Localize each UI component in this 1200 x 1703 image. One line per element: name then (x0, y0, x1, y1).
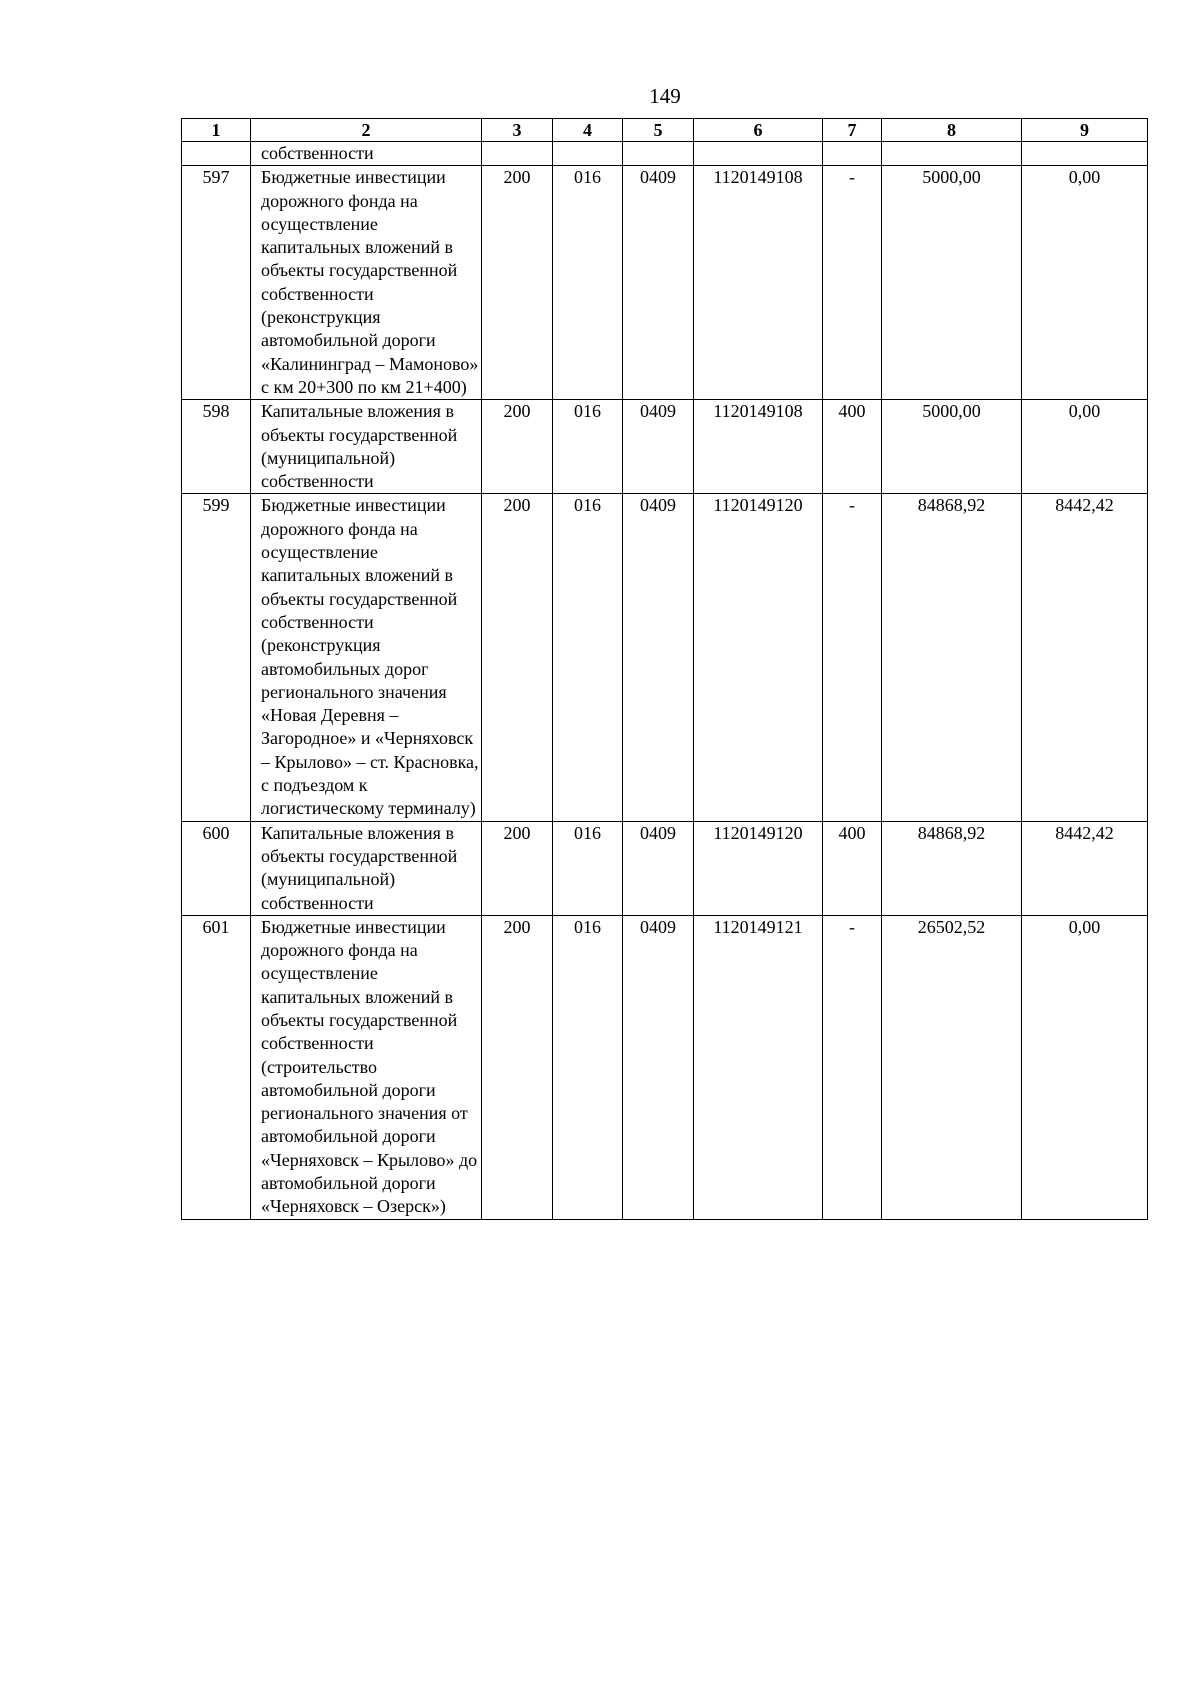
cell-col6: 1120149120 (694, 494, 823, 821)
cell-col8: 84868,92 (882, 494, 1022, 821)
cell-col5: 0409 (623, 166, 694, 400)
table-row (182, 821, 1148, 915)
cell-col6: 1120149108 (694, 400, 823, 494)
table-row (182, 400, 1148, 494)
cell-col3: 200 (482, 166, 553, 400)
column-header: 5 (623, 119, 694, 142)
cell-col3: 200 (482, 915, 553, 1219)
column-header: 8 (882, 119, 1022, 142)
cell-col8: 84868,92 (882, 821, 1022, 915)
row-name: Капитальные вложения в объекты государственной (муниципальной) собственности (251, 400, 482, 494)
cell-col6: 1120149108 (694, 166, 823, 400)
cell-col5: 0409 (623, 821, 694, 915)
cell-col7: - (823, 166, 882, 400)
cell-col3: 200 (482, 821, 553, 915)
cell-col5: 0409 (623, 400, 694, 494)
table-row (182, 915, 1148, 1219)
cell-col4: 016 (553, 821, 623, 915)
cell-col6: 1120149121 (694, 915, 823, 1219)
cell-col4: 016 (553, 400, 623, 494)
cell-col6: 1120149120 (694, 821, 823, 915)
cell-col5: 0409 (623, 915, 694, 1219)
column-header: 2 (251, 119, 482, 142)
cell-col4: 016 (553, 494, 623, 821)
cell-col4: 016 (553, 166, 623, 400)
cell-col8: 5000,00 (882, 166, 1022, 400)
budget-table (181, 118, 1148, 1220)
table-header-row (182, 119, 1148, 142)
cell-col5: 0409 (623, 494, 694, 821)
cell-col7: - (823, 915, 882, 1219)
column-header: 4 (553, 119, 623, 142)
cell-col9: 0,00 (1022, 915, 1148, 1219)
cell-col7: - (823, 494, 882, 821)
cell-col4: 016 (553, 915, 623, 1219)
cell-col9: 0,00 (1022, 400, 1148, 494)
continuation-row (182, 142, 1148, 166)
cell-col8: 5000,00 (882, 400, 1022, 494)
column-header: 1 (182, 119, 251, 142)
table-row (182, 166, 1148, 400)
page-number: 149 (649, 84, 681, 108)
cell-col9: 8442,42 (1022, 494, 1148, 821)
cell-col7: 400 (823, 400, 882, 494)
row-number: 601 (182, 915, 251, 1219)
row-name: Бюджетные инвестиции дорожного фонда на осуществление капитальных вложений в объекты государственной собственности (реконструкция автомобильной дороги «Калининград – Мамоново» с км 20+300 по км 21+400) (251, 166, 482, 400)
column-header: 7 (823, 119, 882, 142)
column-header: 6 (694, 119, 823, 142)
cell-col7: 400 (823, 821, 882, 915)
row-number: 598 (182, 400, 251, 494)
continuation-text: собственности (251, 142, 482, 166)
cell-col3: 200 (482, 494, 553, 821)
row-name: Капитальные вложения в объекты государственной (муниципальной) собственности (251, 821, 482, 915)
row-name: Бюджетные инвестиции дорожного фонда на осуществление капитальных вложений в объекты государственной собственности (строительство автомобильной дороги регионального значения от автомобильной дороги «Черняховск – Крылово» до автомобильной дороги «Черняховск – Озерск») (251, 915, 482, 1219)
cell-col3: 200 (482, 400, 553, 494)
cell-col9: 0,00 (1022, 166, 1148, 400)
column-header: 3 (482, 119, 553, 142)
row-number: 599 (182, 494, 251, 821)
column-header: 9 (1022, 119, 1148, 142)
row-number: 600 (182, 821, 251, 915)
cell-col8: 26502,52 (882, 915, 1022, 1219)
row-number: 597 (182, 166, 251, 400)
table-row (182, 494, 1148, 821)
cell-col9: 8442,42 (1022, 821, 1148, 915)
row-name: Бюджетные инвестиции дорожного фонда на осуществление капитальных вложений в объекты государственной собственности (реконструкция автомобильных дорог регионального значения «Новая Деревня – Загородное» и «Черняховск – Крылово» – ст. Красновка, с подъездом к логистическому терминалу) (251, 494, 482, 821)
